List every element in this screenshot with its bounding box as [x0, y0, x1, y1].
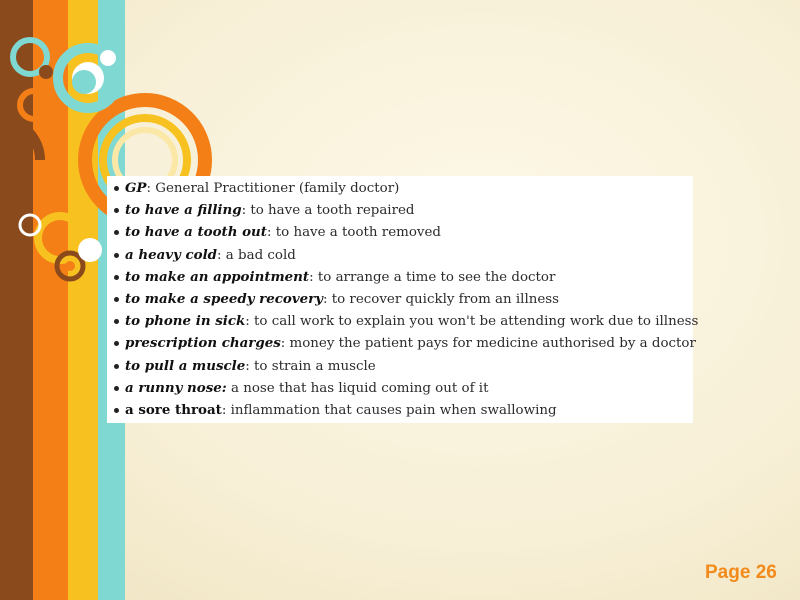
glossary-term: to pull a muscle: [125, 357, 246, 374]
white-ring-lower: [20, 215, 40, 235]
glossary-definition: : to have a tooth removed: [266, 225, 441, 241]
glossary-item: [107, 221, 693, 243]
page-number: Page 26: [705, 562, 777, 583]
glossary-term: to make an appointment: [125, 268, 310, 285]
glossary-item: [107, 244, 693, 266]
glossary-definition: : inflammation that causes pain when swallowing: [221, 402, 557, 418]
glossary-definition: a nose that has liquid coming out of it: [226, 380, 489, 396]
glossary-term: to have a filling: [125, 202, 242, 219]
glossary-item: [107, 377, 693, 399]
glossary-item: [107, 332, 696, 354]
glossary-item: [107, 399, 693, 421]
glossary-term: GP: [125, 180, 147, 196]
glossary-item: [107, 266, 693, 288]
white-dot-lower: [78, 238, 102, 262]
glossary-definition: : to recover quickly from an illness: [322, 291, 560, 307]
brown-dot: [39, 65, 53, 79]
glossary-item: [107, 355, 693, 377]
glossary-item: [107, 288, 693, 310]
glossary-item: [107, 199, 693, 221]
glossary-definition: : money the patient pays for medicine authorised by a doctor: [280, 336, 696, 352]
glossary-term: to phone in sick: [125, 313, 246, 330]
glossary-definition: : to have a tooth repaired: [241, 203, 415, 219]
orange-dot-lower: [65, 261, 75, 271]
small-orange-ring: [20, 91, 48, 119]
glossary-definition: : General Practitioner (family doctor): [146, 181, 400, 196]
glossary-term: a runny nose:: [125, 379, 227, 396]
glossary-term: a heavy cold: [125, 246, 218, 263]
glossary-term: prescription charges: [125, 335, 281, 352]
glossary-item: [107, 177, 693, 199]
glossary-definition: : a bad cold: [217, 247, 296, 263]
glossary-term: a sore throat: [125, 401, 222, 418]
glossary-definition: : to strain a muscle: [245, 358, 376, 374]
glossary-list: [107, 177, 699, 421]
brown-arc: [0, 120, 40, 160]
glossary-term: to make a speedy recovery: [125, 290, 323, 307]
white-dot: [100, 50, 116, 66]
turquoise-dot: [72, 70, 96, 94]
glossary-term: to have a tooth out: [125, 224, 267, 241]
glossary-box: [107, 176, 699, 423]
glossary-definition: : to call work to explain you won't be attending work due to illness: [245, 314, 699, 330]
glossary-item: [107, 310, 699, 332]
glossary-definition: : to arrange a time to see the doctor: [309, 269, 556, 285]
